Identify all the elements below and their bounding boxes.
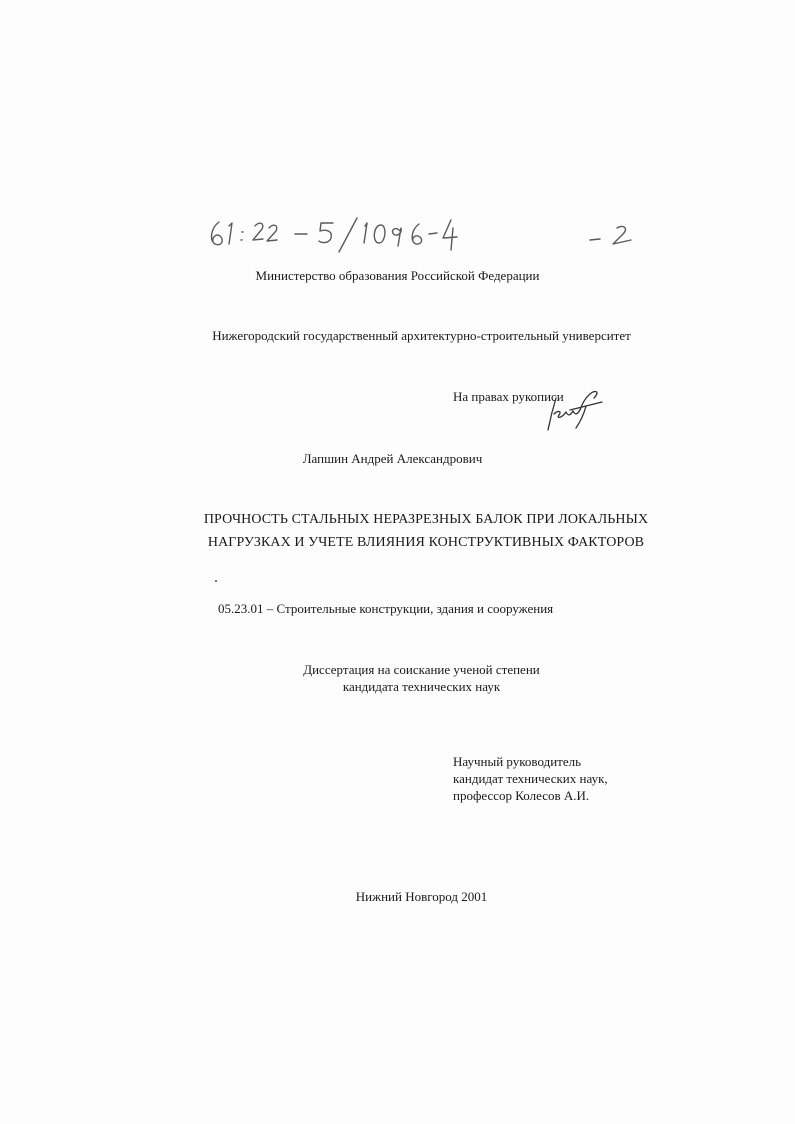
dissertation-title-line-1: ПРОЧНОСТЬ СТАЛЬНЫХ НЕРАЗРЕЗНЫХ БАЛОК ПРИ ЛОКАЛЬНЫХ <box>203 512 649 527</box>
author-name: Лапшин Андрей Александрович <box>302 451 483 466</box>
supervisor-label: Научный руководитель <box>453 754 582 769</box>
speck <box>215 580 217 582</box>
supervisor-name: профессор Колесов А.И. <box>453 788 590 803</box>
dissertation-degree-line-2: кандидата технических наук <box>342 679 501 694</box>
dissertation-degree-line-1: Диссертация на соискание ученой степени <box>303 662 540 677</box>
specialty-code: 05.23.01 – Строительные конструкции, здания и сооружения <box>218 601 554 616</box>
university-line: Нижегородский государственный архитектурно-строительный университет <box>212 328 631 343</box>
handwritten-catalog-number <box>205 210 645 255</box>
supervisor-degree: кандидат технических наук, <box>453 771 608 786</box>
handwritten-signature <box>540 384 605 434</box>
dissertation-title-line-2: НАГРУЗКАХ И УЧЕТЕ ВЛИЯНИЯ КОНСТРУКТИВНЫХ ФАКТОРОВ <box>207 535 645 550</box>
city-year: Нижний Новгород 2001 <box>355 889 488 904</box>
manuscript-rights-label: На правах рукописи <box>453 389 564 404</box>
ministry-line: Министерство образования Российской Федерации <box>255 268 540 283</box>
